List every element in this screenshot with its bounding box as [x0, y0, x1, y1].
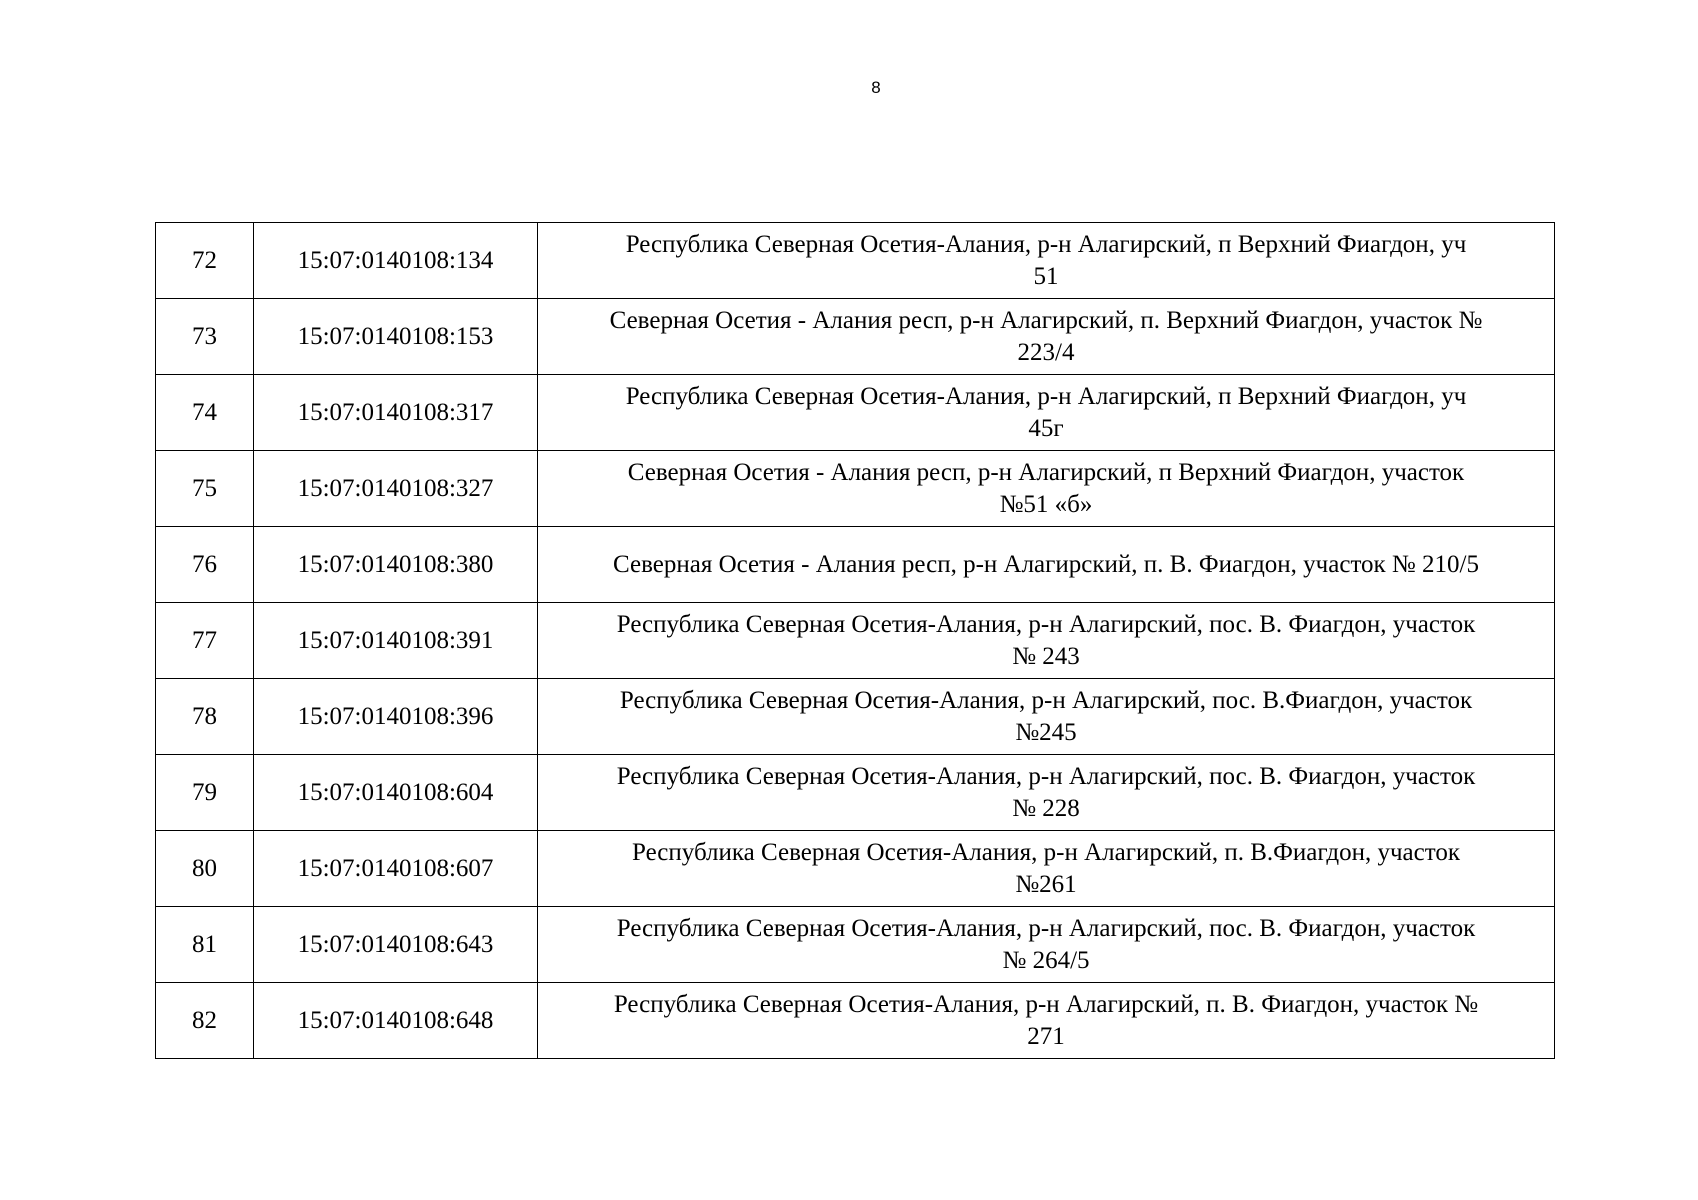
address-line: Северная Осетия - Алания респ, р-н Алагирский, п. В. Фиагдон, участок № 210/5 [613, 550, 1479, 578]
cadastral-number-cell: 15:07:0140108:380 [254, 527, 538, 603]
cadastral-number-cell: 15:07:0140108:134 [254, 223, 538, 299]
table-row [156, 755, 1555, 831]
table-row [156, 375, 1555, 451]
address-line: 223/4 [1017, 338, 1075, 366]
cadastral-number-cell: 15:07:0140108:153 [254, 299, 538, 375]
table-row [156, 603, 1555, 679]
row-number-cell: 81 [156, 907, 254, 983]
address-line: Республика Северная Осетия-Алания, р-н Алагирский, пос. В. Фиагдон, участок [616, 762, 1476, 790]
cadastral-number-cell: 15:07:0140108:643 [254, 907, 538, 983]
cadastral-number-cell: 15:07:0140108:648 [254, 983, 538, 1059]
cadastral-number-cell: 15:07:0140108:607 [254, 831, 538, 907]
address-line: Республика Северная Осетия-Алания, р-н Алагирский, п. В.Фиагдон, участок [632, 838, 1460, 866]
row-number-cell: 79 [156, 755, 254, 831]
address-line: Северная Осетия - Алания респ, р-н Алагирский, п Верхний Фиагдон, участок [627, 458, 1465, 486]
address-cell [538, 451, 1555, 527]
table-row [156, 527, 1555, 603]
address-cell [538, 907, 1555, 983]
address-cell [538, 831, 1555, 907]
address-line: 45г [1028, 414, 1064, 442]
cadastral-number-cell: 15:07:0140108:327 [254, 451, 538, 527]
table-row [156, 983, 1555, 1059]
address-cell [538, 299, 1555, 375]
row-number-cell: 78 [156, 679, 254, 755]
address-line: №261 [1015, 870, 1077, 898]
address-line: №51 «б» [999, 490, 1093, 518]
table-row [156, 451, 1555, 527]
cadastral-number-cell: 15:07:0140108:317 [254, 375, 538, 451]
address-line: № 264/5 [1002, 946, 1090, 974]
address-line: 271 [1027, 1022, 1065, 1050]
row-number-cell: 77 [156, 603, 254, 679]
address-cell [538, 527, 1555, 603]
address-line: Республика Северная Осетия-Алания, р-н Алагирский, пос. В. Фиагдон, участок [616, 610, 1476, 638]
cadastral-number-cell: 15:07:0140108:396 [254, 679, 538, 755]
table-row [156, 679, 1555, 755]
address-line: Республика Северная Осетия-Алания, р-н Алагирский, п Верхний Фиагдон, уч [625, 382, 1467, 410]
address-cell [538, 755, 1555, 831]
address-cell [538, 223, 1555, 299]
address-line: Республика Северная Осетия-Алания, р-н Алагирский, п. В. Фиагдон, участок № [613, 990, 1479, 1018]
table-body [156, 223, 1555, 1059]
page-number: 8 [871, 78, 881, 97]
row-number-cell: 76 [156, 527, 254, 603]
address-line: №245 [1015, 718, 1077, 746]
address-line: Северная Осетия - Алания респ, р-н Алагирский, п. Верхний Фиагдон, участок № [609, 306, 1483, 334]
row-number-cell: 74 [156, 375, 254, 451]
land-plot-table [155, 222, 1555, 1059]
address-line: Республика Северная Осетия-Алания, р-н Алагирский, пос. В.Фиагдон, участок [619, 686, 1473, 714]
address-line: № 228 [1012, 794, 1080, 822]
address-line: 51 [1033, 262, 1059, 290]
address-cell [538, 679, 1555, 755]
address-line: Республика Северная Осетия-Алания, р-н Алагирский, п Верхний Фиагдон, уч [625, 230, 1467, 258]
table-row [156, 907, 1555, 983]
address-cell [538, 603, 1555, 679]
row-number-cell: 73 [156, 299, 254, 375]
table-row [156, 831, 1555, 907]
address-cell [538, 983, 1555, 1059]
address-cell [538, 375, 1555, 451]
address-line: № 243 [1012, 642, 1080, 670]
row-number-cell: 80 [156, 831, 254, 907]
table-row [156, 223, 1555, 299]
row-number-cell: 75 [156, 451, 254, 527]
cadastral-number-cell: 15:07:0140108:604 [254, 755, 538, 831]
table-row [156, 299, 1555, 375]
cadastral-number-cell: 15:07:0140108:391 [254, 603, 538, 679]
row-number-cell: 72 [156, 223, 254, 299]
address-line: Республика Северная Осетия-Алания, р-н Алагирский, пос. В. Фиагдон, участок [616, 914, 1476, 942]
row-number-cell: 82 [156, 983, 254, 1059]
